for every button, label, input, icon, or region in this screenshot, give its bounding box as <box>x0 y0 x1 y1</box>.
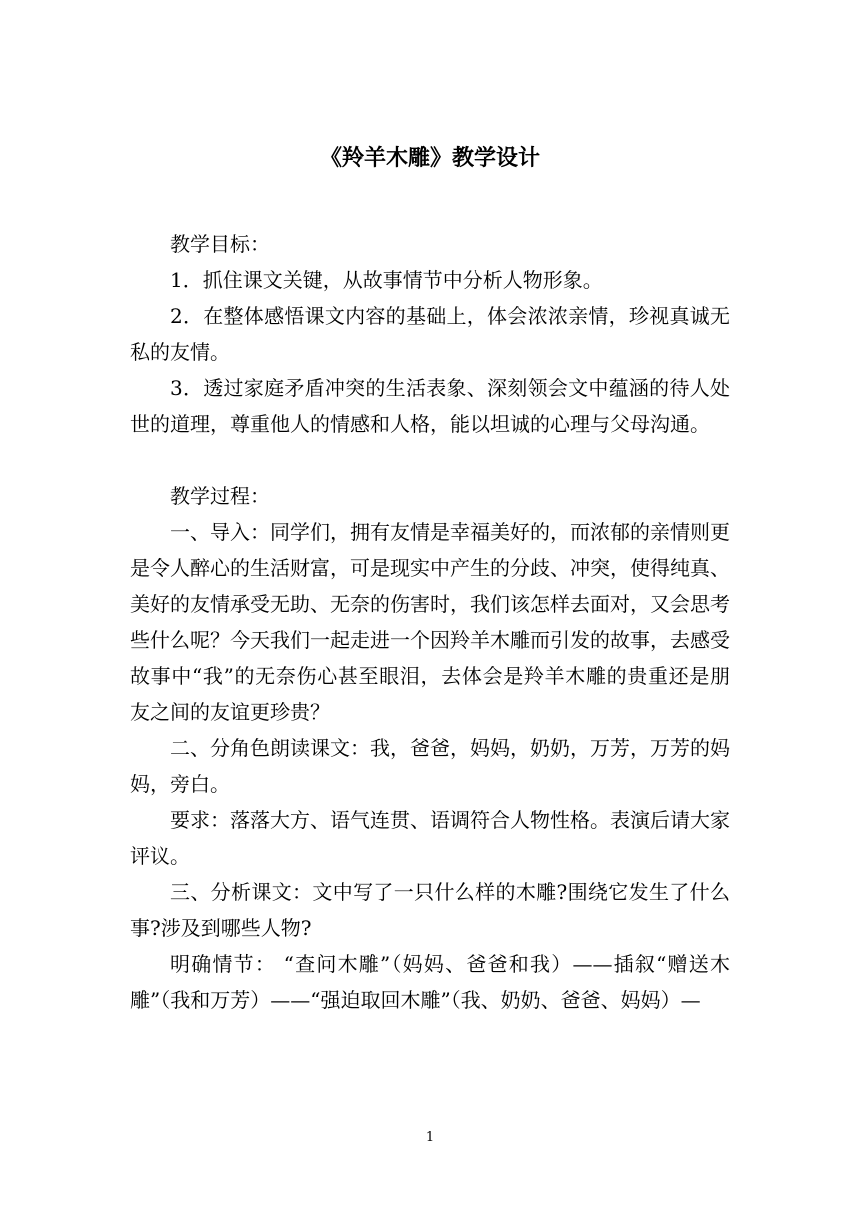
objectives-heading: 教学目标： <box>170 232 270 256</box>
process-paragraph: 一、导入：同学们，拥有友情是幸福美好的，而浓郁的亲情则更是令人醉心的生活财富，可是现实中产生的分歧、冲突，使得纯真、美好的友情承受无助、无奈的伤害时，我们该怎样去面对，又会思考些什么呢？今天我们一起走进一个因羚羊木雕而引发的故事，去感受故事中“我”的无奈伤心甚至眼泪，去体会是羚羊木雕的贵重还是朋友之间的友谊更珍贵？ <box>130 520 730 724</box>
objective-item: 2．在整体感悟课文内容的基础上，体会浓浓亲情，珍视真诚无私的友情。 <box>130 304 730 364</box>
document-title: 《羚羊木雕》教学设计 <box>319 145 540 171</box>
process-heading: 教学过程： <box>170 484 270 508</box>
objective-item: 3．透过家庭矛盾冲突的生活表象、深刻领会文中蕴涵的待人处世的道理，尊重他人的情感和人格，能以坦诚的心理与父母沟通。 <box>130 376 730 436</box>
objective-item: 1．抓住课文关键，从故事情节中分析人物形象。 <box>170 268 603 292</box>
process-paragraph: 要求：落落大方、语气连贯、语调符合人物性格。表演后请大家评议。 <box>130 808 730 868</box>
page-number: 1 <box>425 1130 435 1145</box>
process-paragraph: 二、分角色朗读课文：我，爸爸，妈妈，奶奶，万芳，万芳的妈妈，旁白。 <box>130 736 730 796</box>
process-paragraph: 三、分析课文：文中写了一只什么样的木雕?围绕它发生了什么事?涉及到哪些人物? <box>130 880 730 940</box>
document-body <box>130 226 730 1018</box>
process-paragraph: 明确情节： “查问木雕”（妈妈、爸爸和我）——插叙“赠送木雕”（我和万芳）——“强迫取回木雕”（我、奶奶、爸爸、妈妈）— <box>130 952 730 1012</box>
section-spacer <box>130 442 730 478</box>
